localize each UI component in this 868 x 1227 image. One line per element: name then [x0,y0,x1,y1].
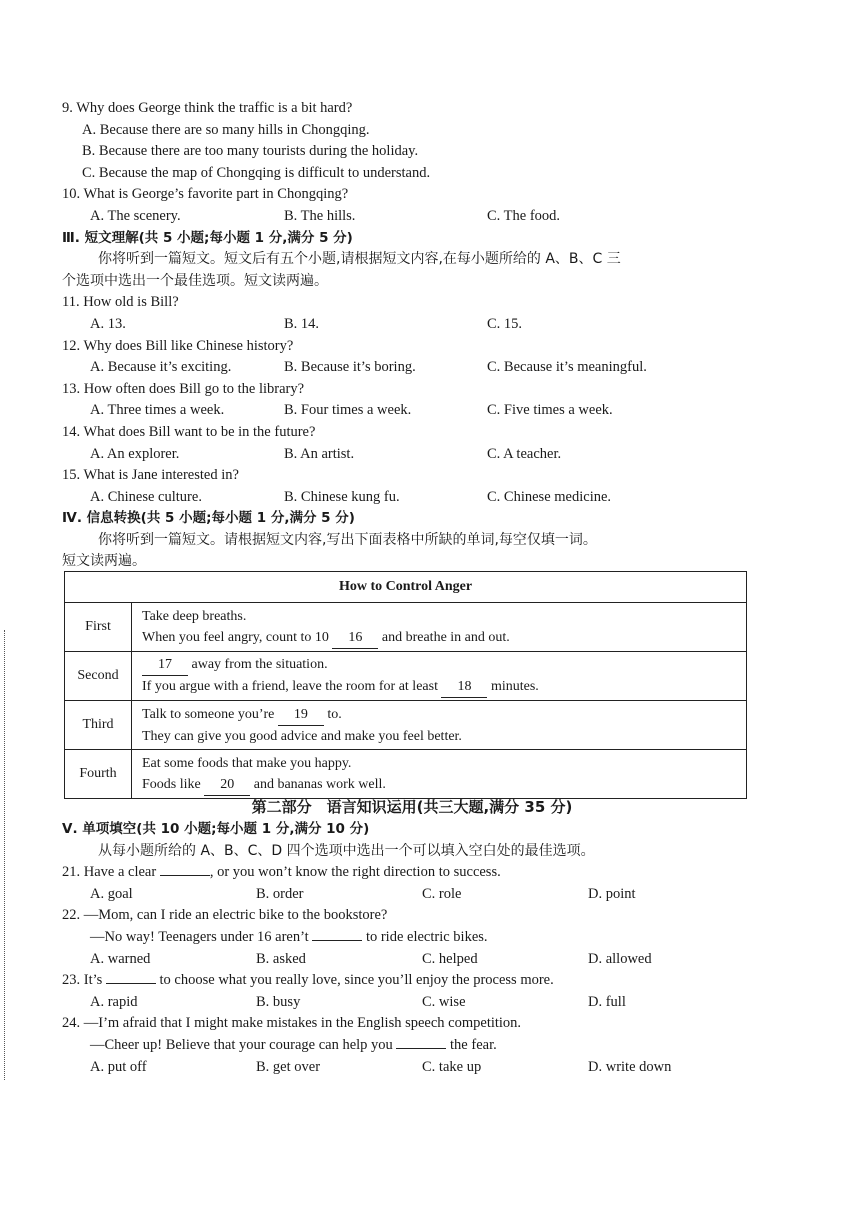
part-2-title: 第二部分 语言知识运用(共三大题,满分 35 分) [251,798,573,816]
question-10: 10. What is George’s favorite part in Chongqing? [62,186,349,203]
row-text [132,701,747,750]
question-text: —Cheer up! Believe that your courage can help you [90,1036,393,1053]
question-15: 15. What is Jane interested in? [62,467,239,484]
options-22 [62,949,762,971]
option-15b: B. Chinese kung fu. [284,488,400,505]
option-24a: A. put off [90,1058,147,1075]
table-row-fourth [65,750,747,799]
options-23 [62,992,762,1014]
options-13 [62,400,762,422]
option-22b: B. asked [256,950,306,967]
option-21d: D. point [588,885,636,902]
option-11c: C. 15. [487,315,523,332]
option-13b: B. Four times a week. [284,402,412,419]
answer-blank[interactable] [312,940,362,941]
row-line: minutes. [490,679,539,694]
anger-table [64,571,747,799]
section-5-instr-line: 从每小题所给的 A、B、C、D 四个选项中选出一个可以填入空白处的最佳选项。 [98,842,595,859]
answer-blank[interactable] [160,875,210,876]
row-label: Fourth [65,750,132,799]
question-23 [62,970,762,992]
table-row-first [65,603,747,652]
row-line: If you argue with a friend, leave the room for at least [142,679,438,694]
row-label: First [65,603,132,652]
question-21 [62,862,762,884]
option-23a: A. rapid [90,993,138,1010]
blank-18[interactable]: 18 [441,676,487,698]
options-12 [62,357,762,379]
section-4-instr-line1: 你将听到一篇短文。请根据短文内容,写出下面表格中所缺的单词,每空仅填一词。 [98,531,597,548]
blank-17[interactable]: 17 [142,654,188,676]
question-text: 23. It’s [62,972,103,989]
part-2-content [62,793,762,1078]
blank-20[interactable]: 20 [204,774,250,796]
table-title: How to Control Anger [65,572,747,603]
row-line: and bananas work well. [253,776,386,792]
options-24 [62,1057,762,1079]
blank-16[interactable]: 16 [332,627,378,649]
binding-dotted-line [4,630,5,1080]
options-15 [62,487,762,509]
question-text: to choose what you really love, since you’ll enjoy the process more. [159,972,554,989]
section-5-title: Ⅴ. 单项填空(共 10 小题;每小题 1 分,满分 10 分) [62,821,370,837]
row-label: Second [65,652,132,701]
option-23c: C. wise [422,993,466,1010]
option-11b: B. 14. [284,315,320,332]
option-11a: A. 13. [90,315,126,332]
option-22c: C. helped [422,950,478,967]
options-21 [62,884,762,906]
options-11 [62,314,762,336]
question-22: 22. —Mom, can I ride an electric bike to the bookstore? [62,907,388,924]
section-3-title: Ⅲ. 短文理解(共 5 小题;每小题 1 分,满分 5 分) [62,229,353,246]
option-12c: C. Because it’s meaningful. [487,359,647,376]
table-row-second [65,652,747,701]
answer-blank[interactable] [396,1048,446,1049]
option-9a: A. Because there are so many hills in Chongqing. [82,121,370,138]
option-21c: C. role [422,885,462,902]
options-10 [62,206,762,228]
question-text: —No way! Teenagers under 16 aren’t [90,928,309,945]
section-3-instructions [62,249,762,292]
question-22-reply [62,927,762,949]
row-text [132,750,747,799]
option-14a: A. An explorer. [90,445,180,462]
option-21b: B. order [256,885,304,902]
question-text: to ride electric bikes. [365,928,488,945]
options-14 [62,444,762,466]
row-label: Third [65,701,132,750]
option-22a: A. warned [90,950,151,967]
row-line: away from the situation. [191,657,328,672]
option-10c: C. The food. [487,207,561,224]
option-15c: C. Chinese medicine. [487,488,612,505]
option-12b: B. Because it’s boring. [284,359,416,376]
option-21a: A. goal [90,885,133,902]
question-text: , or you won’t know the right direction to success. [209,864,501,881]
option-10a: A. The scenery. [90,207,181,224]
question-text: the fear. [450,1036,497,1053]
question-11: 11. How old is Bill? [62,294,179,311]
question-12: 12. Why does Bill like Chinese history? [62,337,294,354]
section-3-instr-line2: 个选项中选出一个最佳选项。短文读两遍。 [62,272,328,289]
table-row-third [65,701,747,750]
option-22d: D. allowed [588,950,652,967]
row-line: They can give you good advice and make you feel better. [142,728,462,744]
section-4-instructions [62,530,762,573]
question-13: 13. How often does Bill go to the library? [62,380,305,397]
row-line: to. [327,706,342,722]
row-line: Take deep breaths. [142,608,247,624]
option-13c: C. Five times a week. [487,402,613,419]
row-line: Talk to someone you’re [142,706,275,722]
option-24d: D. write down [588,1058,672,1075]
row-line: and breathe in and out. [381,629,510,645]
option-9b: B. Because there are too many tourists during the holiday. [82,143,419,160]
option-23b: B. busy [256,993,301,1010]
option-24b: B. get over [256,1058,321,1075]
blank-19[interactable]: 19 [278,704,324,726]
answer-blank[interactable] [106,983,156,984]
option-14b: B. An artist. [284,445,355,462]
option-9c: C. Because the map of Chongqing is difficult to understand. [82,164,431,181]
row-text [132,603,747,652]
section-5-instructions [62,841,762,863]
section-4-title: Ⅳ. 信息转换(共 5 小题;每小题 1 分,满分 5 分) [62,510,355,527]
question-14: 14. What does Bill want to be in the future? [62,423,316,440]
option-24c: C. take up [422,1058,482,1075]
row-line: When you feel angry, count to 10 [142,629,329,645]
option-12a: A. Because it’s exciting. [90,359,232,376]
option-14c: C. A teacher. [487,445,562,462]
row-line: Foods like [142,776,201,792]
section-3-instr-line1: 你将听到一篇短文。短文后有五个小题,请根据短文内容,在每小题所给的 A、B、C 三 [98,251,621,268]
option-23d: D. full [588,993,626,1010]
question-24-reply [62,1035,762,1057]
row-line: Eat some foods that make you happy. [142,755,352,771]
exam-content [62,98,762,573]
option-15a: A. Chinese culture. [90,488,202,505]
question-9: 9. Why does George think the traffic is a bit hard? [62,100,353,116]
row-text [132,652,747,701]
section-4-instr-line2: 短文读两遍。 [62,553,146,570]
option-13a: A. Three times a week. [90,402,225,419]
question-24: 24. —I’m afraid that I might make mistakes in the English speech competition. [62,1015,522,1032]
option-10b: B. The hills. [284,207,356,224]
question-text: 21. Have a clear [62,864,157,881]
